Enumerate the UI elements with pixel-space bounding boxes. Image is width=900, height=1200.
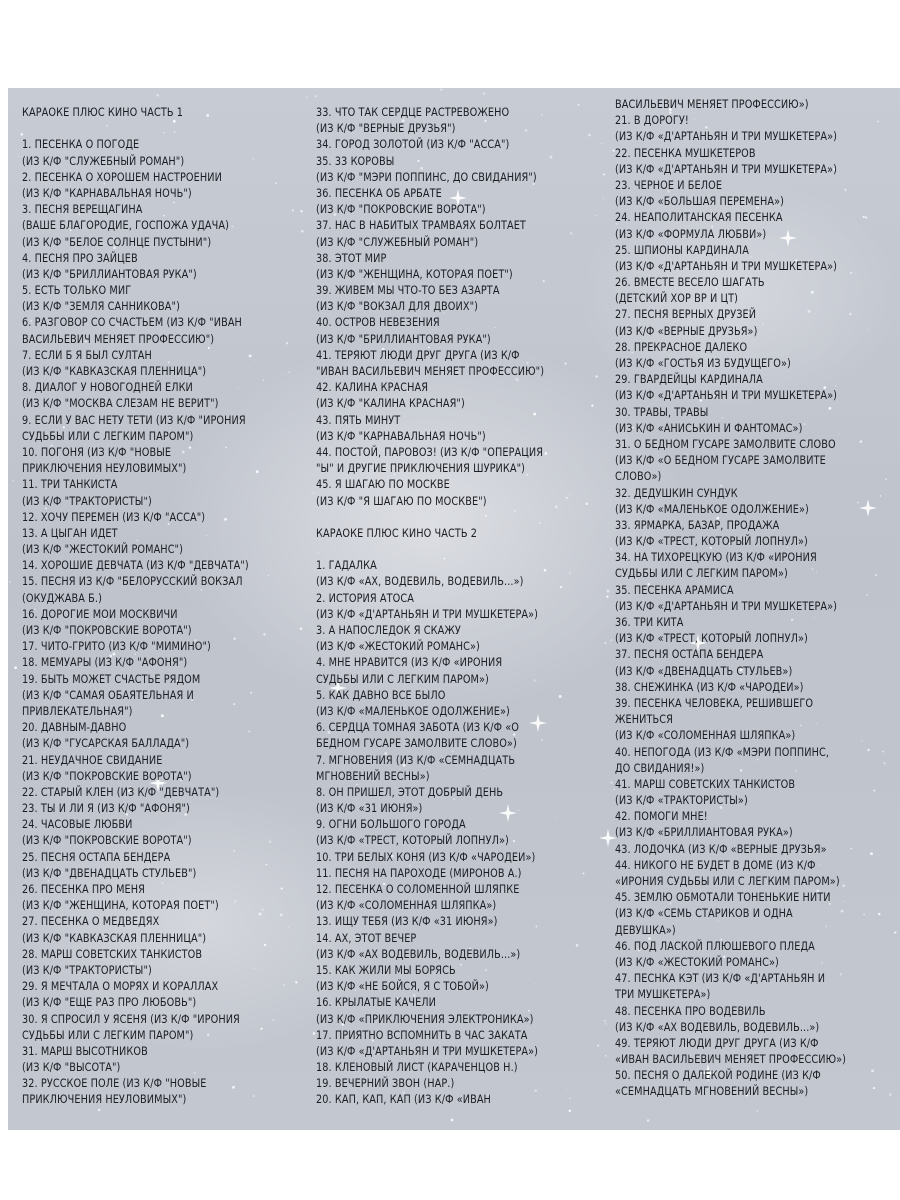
star-dot: [440, 89, 442, 91]
track-line: (ИЗ К/Ф "Я ШАГАЮ ПО МОСКВЕ"): [316, 493, 487, 508]
track-line: (ИЗ К/Ф "ЖЕНЩИНА, КОТОРАЯ ПОЕТ"): [22, 898, 219, 913]
track-line: (ИЗ К/Ф «ДВЕНАДЦАТЬ СТУЛЬЕВ»): [615, 663, 793, 678]
track-line: 43. ЛОДОЧКА (ИЗ К/Ф «ВЕРНЫЕ ДРУЗЬЯ»: [615, 841, 827, 856]
track-line: (ИЗ К/Ф «Д'АРТАНЬЯН И ТРИ МУШКЕТЕРА»): [615, 129, 838, 144]
track-line: (ИЗ К/Ф "ПОКРОВСКИЕ ВОРОТА"): [22, 768, 192, 783]
star-dot: [883, 762, 885, 764]
star-dot: [253, 968, 254, 969]
star-dot: [555, 816, 556, 817]
track-line: (ИЗ К/Ф "ДВЕНАДЦАТЬ СТУЛЬЕВ"): [22, 865, 197, 880]
star-dot: [545, 452, 548, 455]
track-line: 23. ТЫ И ЛИ Я (ИЗ К/Ф "АФОНЯ"): [22, 801, 190, 816]
track-line: (ИЗ К/Ф "СЛУЖЕБНЫЙ РОМАН"): [22, 153, 185, 168]
star-dot: [286, 342, 288, 344]
track-line: СЛОВО»): [615, 469, 662, 484]
track-line: 4. МНЕ НРАВИТСЯ (ИЗ К/Ф «ИРОНИЯ: [316, 655, 503, 670]
track-line: 8. ОН ПРИШЕЛ, ЭТОТ ДОБРЫЙ ДЕНЬ: [316, 784, 504, 799]
track-line: 44. ПОСТОЙ, ПАРОВОЗ! (ИЗ К/Ф "ОПЕРАЦИЯ: [316, 444, 544, 459]
track-line: 16. КРЫЛАТЫЕ КАЧЕЛИ: [316, 995, 437, 1010]
track-line: 38. СНЕЖИНКА (ИЗ К/Ф «ЧАРОДЕИ»): [615, 679, 804, 694]
track-line: 33. ЧТО ТАК СЕРДЦЕ РАСТРЕВОЖЕНО: [316, 105, 510, 119]
star-dot: [560, 586, 562, 588]
star-dot: [647, 1119, 650, 1122]
star-dot: [269, 840, 272, 843]
star-dot: [851, 848, 853, 850]
star-dot: [604, 642, 606, 644]
star-dot: [284, 984, 285, 985]
track-line: (ИЗ К/Ф «Д'АРТАНЬЯН И ТРИ МУШКЕТЕРА»): [615, 258, 838, 273]
track-line: "Ы" И ДРУГИЕ ПРИКЛЮЧЕНИЯ ШУРИКА"): [316, 461, 526, 476]
track-line: 5. КАК ДАВНО ВСЕ БЫЛО: [316, 687, 446, 702]
star-dot: [262, 380, 264, 382]
star-dot: [610, 429, 611, 430]
track-line: 33. ЯРМАРКА, БАЗАР, ПРОДАЖА: [615, 517, 780, 532]
track-line: (ИЗ К/Ф «Д'АРТАНЬЯН И ТРИ МУШКЕТЕРА»): [615, 161, 838, 176]
star-dot: [878, 913, 880, 915]
track-line: 22. СТАРЫЙ КЛЕН (ИЗ К/Ф "ДЕВЧАТА"): [22, 784, 220, 799]
track-line: (ИЗ К/Ф «О БЕДНОМ ГУСАРЕ ЗАМОЛВИТЕ: [615, 453, 826, 468]
track-line: 50. ПЕСНЯ О ДАЛЕКОЙ РОДИНЕ (ИЗ К/Ф: [615, 1068, 821, 1083]
section-spacer: [316, 509, 544, 525]
track-line: 18. КЛЕНОВЫЙ ЛИСТ (КАРАЧЕНЦОВ Н.): [316, 1060, 518, 1075]
track-line: (ИЗ К/Ф «ТРАКТОРИСТЫ»): [615, 793, 748, 808]
track-line: (ИЗ К/Ф "КАВКАЗСКАЯ ПЛЕННИЦА"): [22, 930, 207, 945]
track-line: (ИЗ К/Ф «АХ, ВОДЕВИЛЬ, ВОДЕВИЛЬ...»): [316, 574, 524, 589]
star-dot: [605, 1055, 607, 1057]
track-line: (ИЗ К/Ф "ВОКЗАЛ ДЛЯ ДВОИХ"): [316, 299, 479, 314]
star-dot: [850, 272, 852, 274]
track-line: (ИЗ К/Ф "БРИЛЛИАНТОВАЯ РУКА"): [22, 266, 197, 281]
star-dot: [156, 94, 158, 96]
track-line: ДО СВИДАНИЯ!»): [615, 760, 705, 775]
track-line: 1. ПЕСЕНКА О ПОГОДЕ: [22, 137, 140, 152]
star-dot: [275, 182, 277, 184]
track-line: 14. ХОРОШИЕ ДЕВЧАТА (ИЗ К/Ф "ДЕВЧАТА"): [22, 558, 249, 573]
star-dot: [565, 1089, 566, 1090]
star-dot: [564, 363, 566, 365]
star-dot: [885, 478, 886, 479]
track-line: 49. ТЕРЯЮТ ЛЮДИ ДРУГ ДРУГА (ИЗ К/Ф: [615, 1035, 819, 1050]
track-line: 11. ТРИ ТАНКИСТА: [22, 477, 118, 492]
track-line: 37. НАС В НАБИТЫХ ТРАМВАЯХ БОЛТАЕТ: [316, 218, 526, 233]
track-line: (ИЗ К/Ф «ПРИКЛЮЧЕНИЯ ЭЛЕКТРОНИКА»): [316, 1011, 534, 1026]
star-dot: [882, 751, 884, 753]
track-line: 3. А НАПОСЛЕДОК Я СКАЖУ: [316, 623, 461, 637]
star-dot: [591, 405, 593, 407]
section-title: КАРАОКЕ ПЛЮС КИНО ЧАСТЬ 2: [316, 525, 478, 540]
track-line: (ИЗ К/Ф «СОЛОМЕННАЯ ШЛЯПКА»): [316, 898, 497, 913]
star-dot: [595, 375, 597, 377]
star-dot: [253, 158, 254, 159]
track-line: (ИЗ К/Ф «Д'АРТАНЬЯН И ТРИ МУШКЕТЕРА»): [316, 606, 539, 621]
star-dot: [300, 627, 303, 630]
track-line: 28. ПРЕКРАСНОЕ ДАЛЕКО: [615, 339, 748, 354]
track-line: 7. ЕСЛИ Б Я БЫЛ СУЛТАН: [22, 347, 152, 362]
track-line: (ИЗ К/Ф «Д'АРТАНЬЯН И ТРИ МУШКЕТЕРА»): [316, 1043, 539, 1058]
track-line: «ИРОНИЯ СУДЬБЫ ИЛИ С ЛЕГКИМ ПАРОМ»): [615, 874, 840, 888]
track-line: (ИЗ К/Ф «АХ ВОДЕВИЛЬ, ВОДЕВИЛЬ...»): [316, 946, 521, 961]
column-3: [615, 96, 846, 1100]
track-line: 21. НЕУДАЧНОЕ СВИДАНИЕ: [22, 752, 163, 767]
track-line: 1. ГАДАЛКА: [316, 558, 377, 573]
track-line: (ДЕТСКИЙ ХОР ВР И ЦТ): [615, 291, 738, 306]
star-dot: [483, 92, 486, 95]
column-1: [22, 104, 249, 1108]
track-line: 32. ДЕДУШКИН СУНДУК: [615, 485, 738, 500]
track-line: (ИЗ К/Ф «АНИСЬКИН И ФАНТОМАС»): [615, 420, 803, 435]
track-line: МГНОВЕНИЙ ВЕСНЫ»): [316, 768, 430, 783]
track-line: 13. А ЦЫГАН ИДЕТ: [22, 525, 118, 540]
track-line: (ИЗ К/Ф «ТРЕСТ, КОТОРЫЙ ЛОПНУЛ»): [316, 833, 509, 848]
track-line: 39. ПЕСЕНКА ЧЕЛОВЕКА, РЕШИВШЕГО: [615, 695, 814, 710]
star-dot: [252, 1095, 254, 1097]
star-dot: [288, 927, 289, 928]
track-line: (ИЗ К/Ф «МАЛЕНЬКОЕ ОДОЛЖЕНИЕ»): [615, 501, 809, 516]
track-line: (ИЗ К/Ф «31 ИЮНЯ»): [316, 801, 423, 816]
track-line: (ИЗ К/Ф "КАВКАЗСКАЯ ПЛЕННИЦА"): [22, 364, 207, 378]
track-line: (ИЗ К/Ф "КАРНАВАЛЬНАЯ НОЧЬ"): [22, 185, 192, 200]
star-dot: [611, 639, 613, 641]
track-line: 16. ДОРОГИЕ МОИ МОСКВИЧИ: [22, 606, 178, 621]
track-line: (ИЗ К/Ф «ЖЕСТОКИЙ РОМАНС»): [316, 639, 480, 654]
track-line: ПРИВЛЕКАТЕЛЬНАЯ"): [22, 703, 133, 718]
star-dot: [570, 493, 571, 494]
star-dot: [268, 575, 269, 576]
star-dot: [866, 594, 868, 596]
star-dot: [263, 633, 265, 635]
star-dot: [249, 354, 252, 357]
star-dot: [292, 209, 294, 211]
star-dot: [873, 790, 875, 792]
track-line: (ИЗ К/Ф «ВЕРНЫЕ ДРУЗЬЯ»): [615, 323, 758, 338]
track-line: (ИЗ К/Ф «ЖЕСТОКИЙ РОМАНС»): [615, 954, 779, 969]
track-line: 29. Я МЕЧТАЛА О МОРЯХ И КОРАЛЛАХ: [22, 979, 219, 994]
track-line: (ИЗ К/Ф «Д'АРТАНЬЯН И ТРИ МУШКЕТЕРА»): [615, 388, 838, 403]
track-line: (ИЗ К/Ф «НЕ БОЙСЯ, Я С ТОБОЙ»): [316, 979, 489, 994]
track-line: 4. ПЕСНЯ ПРО ЗАЙЦЕВ: [22, 250, 138, 265]
track-line: (ИЗ К/Ф "САМАЯ ОБАЯТЕЛЬНАЯ И: [22, 687, 194, 702]
track-line: (ИЗ К/Ф «ТРЕСТ, КОТОРЫЙ ЛОПНУЛ»): [615, 534, 808, 549]
track-line: 24. ЧАСОВЫЕ ЛЮБВИ: [22, 817, 133, 832]
track-line: (ИЗ К/Ф "ЖЕСТОКИЙ РОМАНС"): [22, 542, 184, 557]
track-line: 19. ВЕЧЕРНИЙ ЗВОН (НАР.): [316, 1076, 455, 1091]
track-line: 9. ОГНИ БОЛЬШОГО ГОРОДА: [316, 817, 466, 832]
track-line: 6. РАЗГОВОР СО СЧАСТЬЕМ (ИЗ К/Ф "ИВАН: [22, 315, 242, 330]
track-line: 29. ГВАРДЕЙЦЫ КАРДИНАЛА: [615, 372, 763, 387]
track-line: 15. ПЕСНЯ ИЗ К/Ф "БЕЛОРУССКИЙ ВОКЗАЛ: [22, 574, 243, 589]
track-line: (ИЗ К/Ф "ЖЕНЩИНА, КОТОРАЯ ПОЕТ"): [316, 266, 513, 281]
star-dot: [602, 197, 603, 198]
track-line: (ИЗ К/Ф "КАЛИНА КРАСНАЯ"): [316, 396, 465, 411]
star-dot: [313, 1032, 316, 1035]
star-dot: [264, 944, 266, 946]
track-line: 45. Я ШАГАЮ ПО МОСКВЕ: [316, 477, 450, 492]
star-dot: [255, 360, 256, 361]
track-line: 45. ЗЕМЛЮ ОБМОТАЛИ ТОНЕНЬКИЕ НИТИ: [615, 890, 831, 905]
track-line: 35. ПЕСЕНКА АРАМИСА: [615, 582, 734, 597]
track-line: 10. ТРИ БЕЛЫХ КОНЯ (ИЗ К/Ф «ЧАРОДЕИ»): [316, 849, 536, 864]
track-line: 17. ЧИТО-ГРИТО (ИЗ К/Ф "МИМИНО"): [22, 639, 211, 654]
star-dot: [577, 104, 579, 106]
track-line: 46. ПОД ЛАСКОЙ ПЛЮШЕВОГО ПЛЕДА: [615, 938, 815, 953]
track-line: СУДЬБЫ ИЛИ С ЛЕГКИМ ПАРОМ»): [615, 566, 788, 581]
star-dot: [757, 1110, 758, 1111]
star-dot: [865, 217, 867, 219]
star-dot: [272, 1019, 274, 1021]
track-line: (ИЗ К/Ф "МОСКВА СЛЕЗАМ НЕ ВЕРИТ"): [22, 396, 219, 411]
track-line: (ИЗ К/Ф «ФОРМУЛА ЛЮБВИ»): [615, 226, 767, 241]
track-line: 20. ДАВНЫМ-ДАВНО: [22, 720, 127, 735]
track-line: 42. КАЛИНА КРАСНАЯ: [316, 380, 429, 395]
track-line: 44. НИКОГО НЕ БУДЕТ В ДОМЕ (ИЗ К/Ф: [615, 857, 816, 872]
star-dot: [604, 1020, 605, 1021]
track-line: 36. ПЕСЕНКА ОБ АРБАТЕ: [316, 185, 442, 200]
star-dot: [12, 480, 14, 482]
star-dot: [261, 908, 263, 910]
star-dot: [550, 156, 553, 159]
track-line: 42. ПОМОГИ МНЕ!: [615, 809, 708, 824]
star-dot: [870, 852, 873, 855]
star-dot: [300, 210, 302, 212]
star-dot: [867, 749, 869, 751]
track-line: 6. СЕРДЦА ТОМНАЯ ЗАБОТА (ИЗ К/Ф «О: [316, 720, 520, 735]
star-dot: [606, 595, 608, 597]
track-line: 22. ПЕСЕНКА МУШКЕТЕРОВ: [615, 145, 756, 160]
track-line: 26. ВМЕСТЕ ВЕСЕЛО ШАГАТЬ: [615, 275, 765, 290]
star-dot: [273, 898, 274, 899]
track-line: 10. ПОГОНЯ (ИЗ К/Ф "НОВЫЕ: [22, 444, 172, 459]
track-line: 2. ИСТОРИЯ АТОСА: [316, 590, 414, 605]
track-line: (ИЗ К/Ф "ПОКРОВСКИЕ ВОРОТА"): [22, 833, 192, 848]
track-line: (ИЗ К/Ф «ГОСТЬЯ ИЗ БУДУЩЕГО»): [615, 356, 791, 370]
track-line: (ИЗ К/Ф "ПОКРОВСКИЕ ВОРОТА"): [316, 202, 486, 217]
track-line: 25. ШПИОНЫ КАРДИНАЛА: [615, 242, 749, 257]
tracklist-sheet: [8, 88, 900, 1130]
track-line: (ИЗ К/Ф "ГУСАРСКАЯ БАЛЛАДА"): [22, 736, 190, 751]
star-dot: [849, 313, 851, 315]
star-dot: [607, 590, 610, 593]
track-line: 15. КАК ЖИЛИ МЫ БОРЯСЬ: [316, 962, 456, 977]
star-dot: [566, 497, 568, 499]
track-line: 26. ПЕСЕНКА ПРО МЕНЯ: [22, 882, 145, 896]
star-dot: [281, 888, 283, 890]
track-line: 25. ПЕСНЯ ОСТАПА БЕНДЕРА: [22, 849, 171, 864]
track-line: 30. Я СПРОСИЛ У ЯСЕНЯ (ИЗ К/Ф "ИРОНИЯ: [22, 1011, 240, 1026]
track-line: (ИЗ К/Ф "БРИЛЛИАНТОВАЯ РУКА"): [316, 331, 491, 346]
star-dot: [582, 872, 584, 874]
track-line: 2. ПЕСЕНКА О ХОРОШЕМ НАСТРОЕНИИ: [22, 169, 222, 184]
star-dot: [889, 1093, 892, 1096]
track-line: 40. НЕПОГОДА (ИЗ К/Ф «МЭРИ ПОППИНС,: [615, 744, 830, 759]
star-dot: [588, 134, 591, 137]
track-line: СУДЬБЫ ИЛИ С ЛЕГКИМ ПАРОМ"): [22, 428, 194, 443]
track-line: "ИВАН ВАСИЛЬЕВИЧ МЕНЯЕТ ПРОФЕССИЮ"): [316, 364, 545, 378]
star-dot: [315, 95, 317, 97]
track-line: 34. ГОРОД ЗОЛОТОЙ (ИЗ К/Ф "АССА"): [316, 137, 510, 152]
track-line: 34. НА ТИХОРЕЦКУЮ (ИЗ К/Ф «ИРОНИЯ: [615, 550, 817, 565]
track-line: 12. ПЕСЕНКА О СОЛОМЕННОЙ ШЛЯПКЕ: [316, 882, 520, 896]
star-dot: [18, 156, 19, 157]
track-line: ВАСИЛЬЕВИЧ МЕНЯЕТ ПРОФЕССИЮ"): [22, 331, 215, 346]
track-line: 40. ОСТРОВ НЕВЕЗЕНИЯ: [316, 315, 440, 330]
track-line: 31. МАРШ ВЫСОТНИКОВ: [22, 1043, 148, 1058]
star-dot: [264, 359, 265, 360]
star-dot: [589, 362, 590, 363]
track-line: ТРИ МУШКЕТЕРА»): [615, 987, 711, 1002]
track-line: 7. МГНОВЕНИЯ (ИЗ К/Ф «СЕМНАДЦАТЬ: [316, 752, 516, 767]
star-dot: [861, 741, 862, 742]
track-line: 18. МЕМУАРЫ (ИЗ К/Ф "АФОНЯ"): [22, 655, 188, 670]
star-dot: [873, 1087, 875, 1089]
track-line: (ВАШЕ БЛАГОРОДИЕ, ГОСПОЖА УДАЧА): [22, 218, 229, 233]
star-dot: [871, 1070, 874, 1073]
track-line: (ИЗ К/Ф "ЗЕМЛЯ САННИКОВА"): [22, 299, 180, 314]
track-line: 36. ТРИ КИТА: [615, 615, 684, 629]
track-line: «ИВАН ВАСИЛЬЕВИЧ МЕНЯЕТ ПРОФЕССИЮ»): [615, 1052, 847, 1067]
sparkle-star: [859, 499, 877, 517]
star-dot: [569, 1098, 570, 1099]
track-line: 8. ДИАЛОГ У НОВОГОДНЕЙ ЕЛКИ: [22, 380, 193, 395]
star-dot: [260, 1028, 262, 1030]
star-dot: [586, 503, 589, 506]
star-dot: [9, 581, 11, 583]
track-line: (ИЗ К/Ф "ПОКРОВСКИЕ ВОРОТА"): [22, 623, 192, 637]
star-dot: [569, 572, 571, 574]
track-line: 20. КАП, КАП, КАП (ИЗ К/Ф «ИВАН: [316, 1092, 491, 1107]
star-dot: [288, 372, 289, 373]
track-line: 5. ЕСТЬ ТОЛЬКО МИГ: [22, 283, 132, 298]
star-dot: [605, 1023, 606, 1024]
star-dot: [555, 505, 558, 508]
track-line: ПРИКЛЮЧЕНИЯ НЕУЛОВИМЫХ"): [22, 1092, 187, 1107]
star-dot: [863, 216, 865, 218]
track-line: «СЕМНАДЦАТЬ МГНОВЕНИЙ ВЕСНЫ»): [615, 1084, 809, 1099]
track-line: 13. ИЩУ ТЕБЯ (ИЗ К/Ф «31 ИЮНЯ»): [316, 914, 498, 929]
track-line: 17. ПРИЯТНО ВСПОМНИТЬ В ЧАС ЗАКАТА: [316, 1027, 528, 1042]
star-dot: [576, 944, 579, 947]
star-dot: [570, 232, 573, 235]
track-line: 27. ПЕСНЯ ВЕРНЫХ ДРУЗЕЙ: [615, 307, 757, 322]
star-dot: [313, 492, 315, 494]
track-line: (ИЗ К/Ф "ТРАКТОРИСТЫ"): [22, 493, 152, 508]
track-line: (ИЗ К/Ф "КАРНАВАЛЬНАЯ НОЧЬ"): [316, 428, 486, 443]
track-line: (ИЗ К/Ф «БОЛЬШАЯ ПЕРЕМЕНА»): [615, 194, 784, 209]
star-dot: [863, 914, 865, 916]
star-dot: [280, 913, 283, 916]
track-line: (ИЗ К/Ф «МАЛЕНЬКОЕ ОДОЛЖЕНИЕ»): [316, 703, 510, 718]
section-title: КАРАОКЕ ПЛЮС КИНО ЧАСТЬ 1: [22, 105, 184, 119]
star-dot: [611, 782, 613, 784]
track-line: (ИЗ К/Ф "МЭРИ ПОППИНС, ДО СВИДАНИЯ"): [316, 169, 537, 184]
track-line: 39. ЖИВЕМ МЫ ЧТО-ТО БЕЗ АЗАРТА: [316, 283, 500, 298]
star-dot: [597, 1044, 599, 1046]
track-line: 14. АХ, ЭТОТ ВЕЧЕР: [316, 930, 417, 945]
track-line: 30. ТРАВЫ, ТРАВЫ: [615, 404, 709, 419]
star-dot: [569, 1110, 572, 1113]
star-dot: [857, 502, 859, 504]
star-dot: [859, 440, 862, 443]
track-line: (ИЗ К/Ф "ВЫСОТА"): [22, 1060, 121, 1075]
track-line: (ИЗ К/Ф «СЕМЬ СТАРИКОВ И ОДНА: [615, 906, 793, 921]
track-line: 35. 33 КОРОВЫ: [316, 153, 395, 168]
track-line: (ИЗ К/Ф "ЕЩЕ РАЗ ПРО ЛЮБОВЬ"): [22, 995, 197, 1010]
track-line: 31. О БЕДНОМ ГУСАРЕ ЗАМОЛВИТЕ СЛОВО: [615, 436, 836, 451]
track-line: 28. МАРШ СОВЕТСКИХ ТАНКИСТОВ: [22, 946, 203, 961]
track-line: 21. В ДОРОГУ!: [615, 113, 689, 128]
track-line: 47. ПЕСНКА КЭТ (ИЗ К/Ф «Д'АРТАНЬЯН И: [615, 971, 826, 986]
track-line: (ИЗ К/Ф «Д'АРТАНЬЯН И ТРИ МУШКЕТЕРА»): [615, 598, 838, 613]
track-line: (ИЗ К/Ф «АХ ВОДЕВИЛЬ, ВОДЕВИЛЬ...»): [615, 1019, 820, 1034]
track-line: ПРИКЛЮЧЕНИЯ НЕУЛОВИМЫХ"): [22, 461, 187, 476]
track-line: (ИЗ К/Ф «БРИЛЛИАНТОВАЯ РУКА»): [615, 825, 793, 840]
star-dot: [880, 495, 881, 496]
track-line: (ИЗ К/Ф "СЛУЖЕБНЫЙ РОМАН"): [316, 234, 479, 249]
star-dot: [611, 548, 613, 550]
track-line: 9. ЕСЛИ У ВАС НЕТУ ТЕТИ (ИЗ К/Ф "ИРОНИЯ: [22, 412, 246, 427]
star-dot: [98, 1109, 101, 1112]
track-line: 43. ПЯТЬ МИНУТ: [316, 412, 401, 427]
track-line: СУДЬБЫ ИЛИ С ЛЕГКИМ ПАРОМ»): [316, 671, 489, 686]
track-line: 27. ПЕСЕНКА О МЕДВЕДЯХ: [22, 914, 160, 929]
track-line: (ИЗ К/Ф "ВЕРНЫЕ ДРУЗЬЯ"): [316, 121, 456, 136]
track-line: ВАСИЛЬЕВИЧ МЕНЯЕТ ПРОФЕССИЮ»): [615, 97, 809, 111]
track-line: 24. НЕАПОЛИТАНСКАЯ ПЕСЕНКА: [615, 210, 783, 225]
track-line: (ИЗ К/Ф «ТРЕСТ, КОТОРЫЙ ЛОПНУЛ»): [615, 631, 808, 646]
track-line: 19. БЫТЬ МОЖЕТ СЧАСТЬЕ РЯДОМ: [22, 671, 201, 686]
track-line: СУДЬБЫ ИЛИ С ЛЕГКИМ ПАРОМ"): [22, 1027, 194, 1042]
star-dot: [306, 97, 307, 98]
star-dot: [877, 121, 879, 123]
column-2: [316, 104, 544, 1108]
track-line: 41. ТЕРЯЮТ ЛЮДИ ДРУГ ДРУГА (ИЗ К/Ф: [316, 347, 520, 362]
track-line: (ОКУДЖАВА Б.): [22, 590, 102, 605]
star-dot: [256, 470, 259, 473]
star-dot: [14, 666, 17, 669]
star-dot: [250, 692, 252, 694]
track-line: 11. ПЕСНЯ НА ПАРОХОДЕ (МИРОНОВ А.): [316, 865, 522, 880]
track-line: (ИЗ К/Ф «СОЛОМЕННАЯ ШЛЯПКА»): [615, 728, 796, 743]
track-line: ДЕВУШКА»): [615, 922, 676, 937]
star-dot: [601, 143, 602, 144]
star-dot: [451, 1119, 454, 1122]
star-dot: [868, 329, 869, 330]
track-line: БЕДНОМ ГУСАРЕ ЗАМОЛВИТЕ СЛОВО»): [316, 736, 517, 751]
track-line: 3. ПЕСНЯ ВЕРЕЩАГИНА: [22, 202, 143, 217]
track-line: 48. ПЕСЕНКА ПРО ВОДЕВИЛЬ: [615, 1003, 766, 1018]
star-dot: [301, 230, 303, 232]
star-dot: [596, 215, 597, 216]
star-dot: [894, 931, 896, 933]
track-line: 37. ПЕСНЯ ОСТАПА БЕНДЕРА: [615, 647, 764, 662]
track-line: 12. ХОЧУ ПЕРЕМЕН (ИЗ К/Ф "АССА"): [22, 509, 206, 524]
star-dot: [559, 695, 562, 698]
track-line: ЖЕНИТЬСЯ: [615, 712, 673, 727]
track-line: 41. МАРШ СОВЕТСКИХ ТАНКИСТОВ: [615, 776, 796, 791]
star-dot: [266, 864, 268, 866]
track-line: 23. ЧЕРНОЕ И БЕЛОЕ: [615, 177, 723, 192]
track-line: (ИЗ К/Ф "БЕЛОЕ СОЛНЦЕ ПУСТЫНИ"): [22, 234, 212, 249]
track-line: (ИЗ К/Ф "ТРАКТОРИСТЫ"): [22, 962, 152, 977]
star-dot: [259, 913, 262, 916]
star-dot: [295, 981, 298, 984]
track-line: 38. ЭТОТ МИР: [316, 250, 387, 265]
track-line: 32. РУССКОЕ ПОЛЕ (ИЗ К/Ф "НОВЫЕ: [22, 1076, 207, 1091]
star-dot: [603, 174, 605, 176]
star-dot: [875, 574, 877, 576]
